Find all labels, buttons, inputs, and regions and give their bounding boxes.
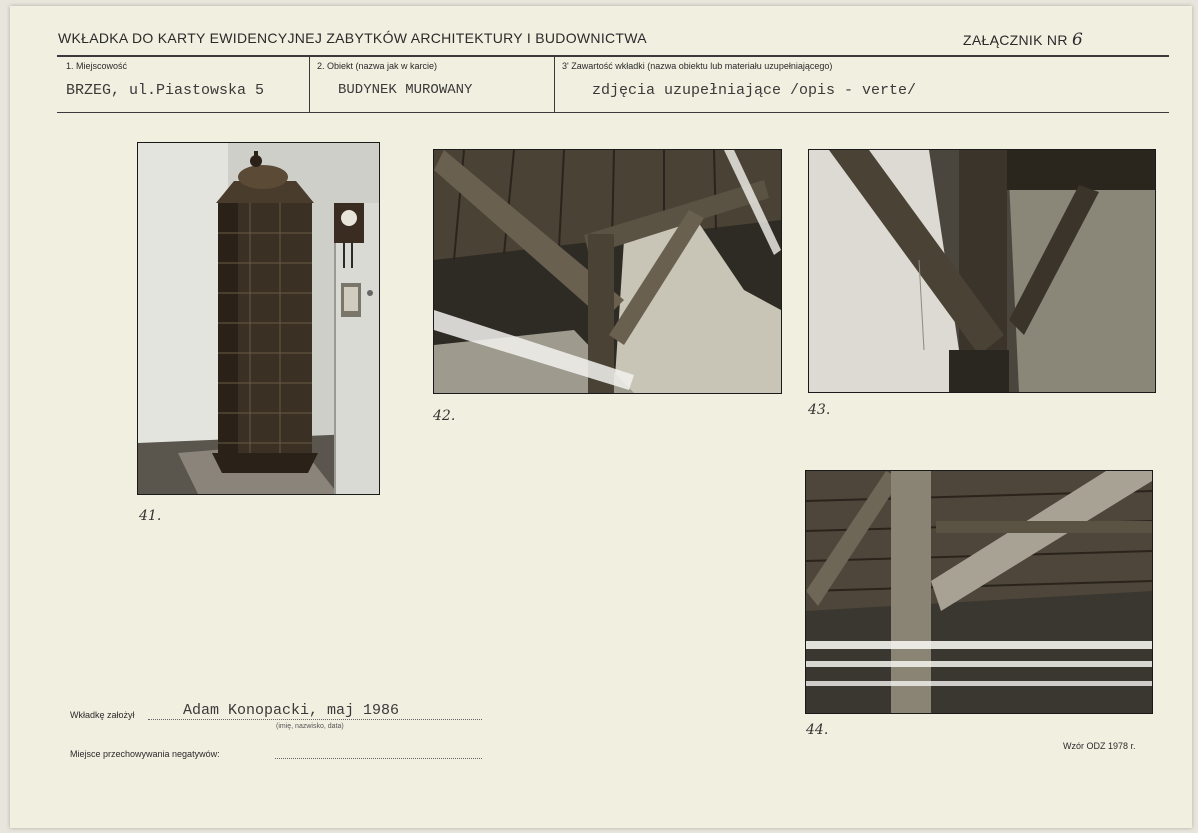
location-label: 1. Miejscowość xyxy=(66,61,128,71)
photo-44 xyxy=(805,470,1153,714)
annex-number: 6 xyxy=(1071,30,1084,50)
photo-42-image xyxy=(434,150,781,393)
field-divider-1 xyxy=(309,56,310,112)
photo-43-number: 43. xyxy=(808,402,831,418)
photo-44-image xyxy=(806,471,1152,713)
field-divider-2 xyxy=(554,56,555,112)
header-rule-top xyxy=(57,55,1169,57)
object-label: 2. Obiekt (nazwa jak w karcie) xyxy=(317,61,438,71)
photo-41 xyxy=(137,142,380,495)
photo-43 xyxy=(808,149,1156,393)
photo-41-image xyxy=(138,143,379,494)
location-value: BRZEG, ul.Piastowska 5 xyxy=(66,82,265,99)
annex-label-text: ZAŁĄCZNIK NR xyxy=(963,32,1068,48)
photo-42 xyxy=(433,149,782,394)
created-by-line xyxy=(148,719,482,720)
contents-value: zdjęcia uzupełniające /opis - verte/ xyxy=(592,82,917,99)
negatives-storage-label: Miejsce przechowywania negatywów: xyxy=(70,749,220,759)
header-rule-bottom xyxy=(57,112,1169,113)
contents-label: 3' Zawartość wkładki (nazwa obiektu lub materiału uzupełniającego) xyxy=(562,61,833,71)
photo-43-image xyxy=(809,150,1155,392)
photo-41-number: 41. xyxy=(139,508,162,524)
form-version: Wzór ODZ 1978 r. xyxy=(1063,741,1136,751)
created-by-label: Wkładkę założył xyxy=(70,710,135,720)
form-title: WKŁADKA DO KARTY EWIDENCYJNEJ ZABYTKÓW ARCHITEKTURY I BUDOWNICTWA xyxy=(58,30,647,46)
created-by-hint: (imię, nazwisko, data) xyxy=(276,723,344,730)
annex-label xyxy=(963,30,1083,50)
photo-42-number: 42. xyxy=(433,408,456,424)
negatives-storage-line xyxy=(275,758,482,759)
created-by-value: Adam Konopacki, maj 1986 xyxy=(183,702,400,719)
object-value: BUDYNEK MUROWANY xyxy=(338,82,473,98)
photo-44-number: 44. xyxy=(806,722,829,738)
